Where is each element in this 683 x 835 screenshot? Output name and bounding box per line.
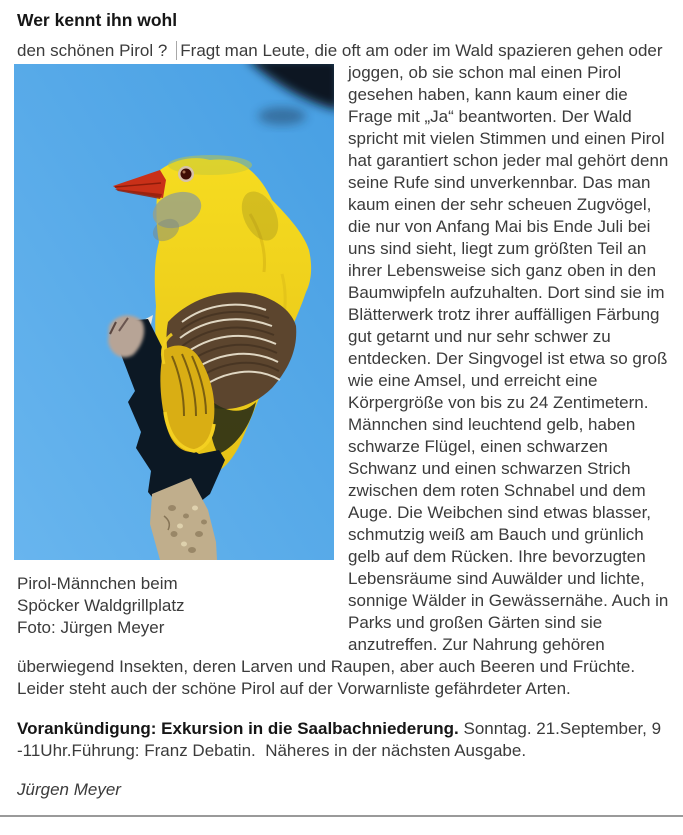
- caption-line: Pirol-Männchen beim: [17, 574, 178, 593]
- article-main-text: joggen, ob sie schon mal einen Pirol gesehen haben, kann kaum einer die Frage mit „Ja“ beantworten. Der Wald spricht mit vielen Stimmen und einen Pirol hat garantiert schon jeder mal gehört denn seine Rufe sind unverkennbar. Das man kaum einen der sehr scheuen Zugvögel, die nur von Anfang Mai bis Ende Juli bei uns sind sieht, liegt zum größten Teil an ihrer Lebensweise sich ganz oben in den Baumwipfeln aufzuhalten. Dort sind sie im Blätterwerk trotz ihrer auffälligen Färbung gut getarnt und nur sehr schwer zu entdecken. Der Singvogel ist etwa so groß wie eine Amsel, und erreicht eine Körpergröße von bis zu 24 Zentimetern. Männchen sind leuchtend gelb, haben schwarze Flügel, einen schwarzen Schwanz und einen schwarzen Strich zwischen dem roten Schnabel und dem Auge. Die Weibchen sind etwas blasser, schmutzig weiß am Bauch und grünlich gelb auf dem Rücken. Ihre bevorzugten Lebensräume sind Auwälder und lichte, sonnige Wälder in Gewässernähe. Auch in Parks und großen Gärten sind sie anzutreffen. Zur Nahrung gehören überwiegend Insekten, deren Larven und Raupen, aber auch Beeren und Früchte. Leider steht auch der schöne Pirol auf der Vorwarnliste gefährdeter Arten.: [17, 63, 669, 698]
- author-signature: Jürgen Meyer: [17, 780, 121, 799]
- intro-line: [17, 40, 671, 62]
- column-divider-bar: [176, 41, 177, 60]
- announcement-paragraph: [17, 718, 671, 762]
- article-body: [17, 62, 671, 700]
- announcement-details: Sonntag. 21.September, 9 -11Uhr.Führung: Franz Debatin. Näheres in der nächsten Ausgabe.: [17, 719, 662, 760]
- photo-caption: [14, 573, 334, 639]
- intro-text-after: Fragt man Leute, die oft am oder im Wald spazieren gehen oder: [180, 41, 663, 60]
- caption-line: Spöcker Waldgrillplatz: [17, 596, 185, 615]
- eye: [178, 166, 194, 182]
- article-title: Wer kennt ihn wohl: [17, 10, 178, 30]
- caption-line: Foto: Jürgen Meyer: [17, 618, 165, 637]
- pirol-photo-image: [14, 64, 334, 560]
- photo-figure: [14, 64, 334, 639]
- bottom-divider-rule: [0, 815, 683, 817]
- intro-text-before: den schönen Pirol ?: [17, 41, 168, 60]
- announcement-title: Vorankündigung: Exkursion in die Saalbachniederung.: [17, 719, 459, 738]
